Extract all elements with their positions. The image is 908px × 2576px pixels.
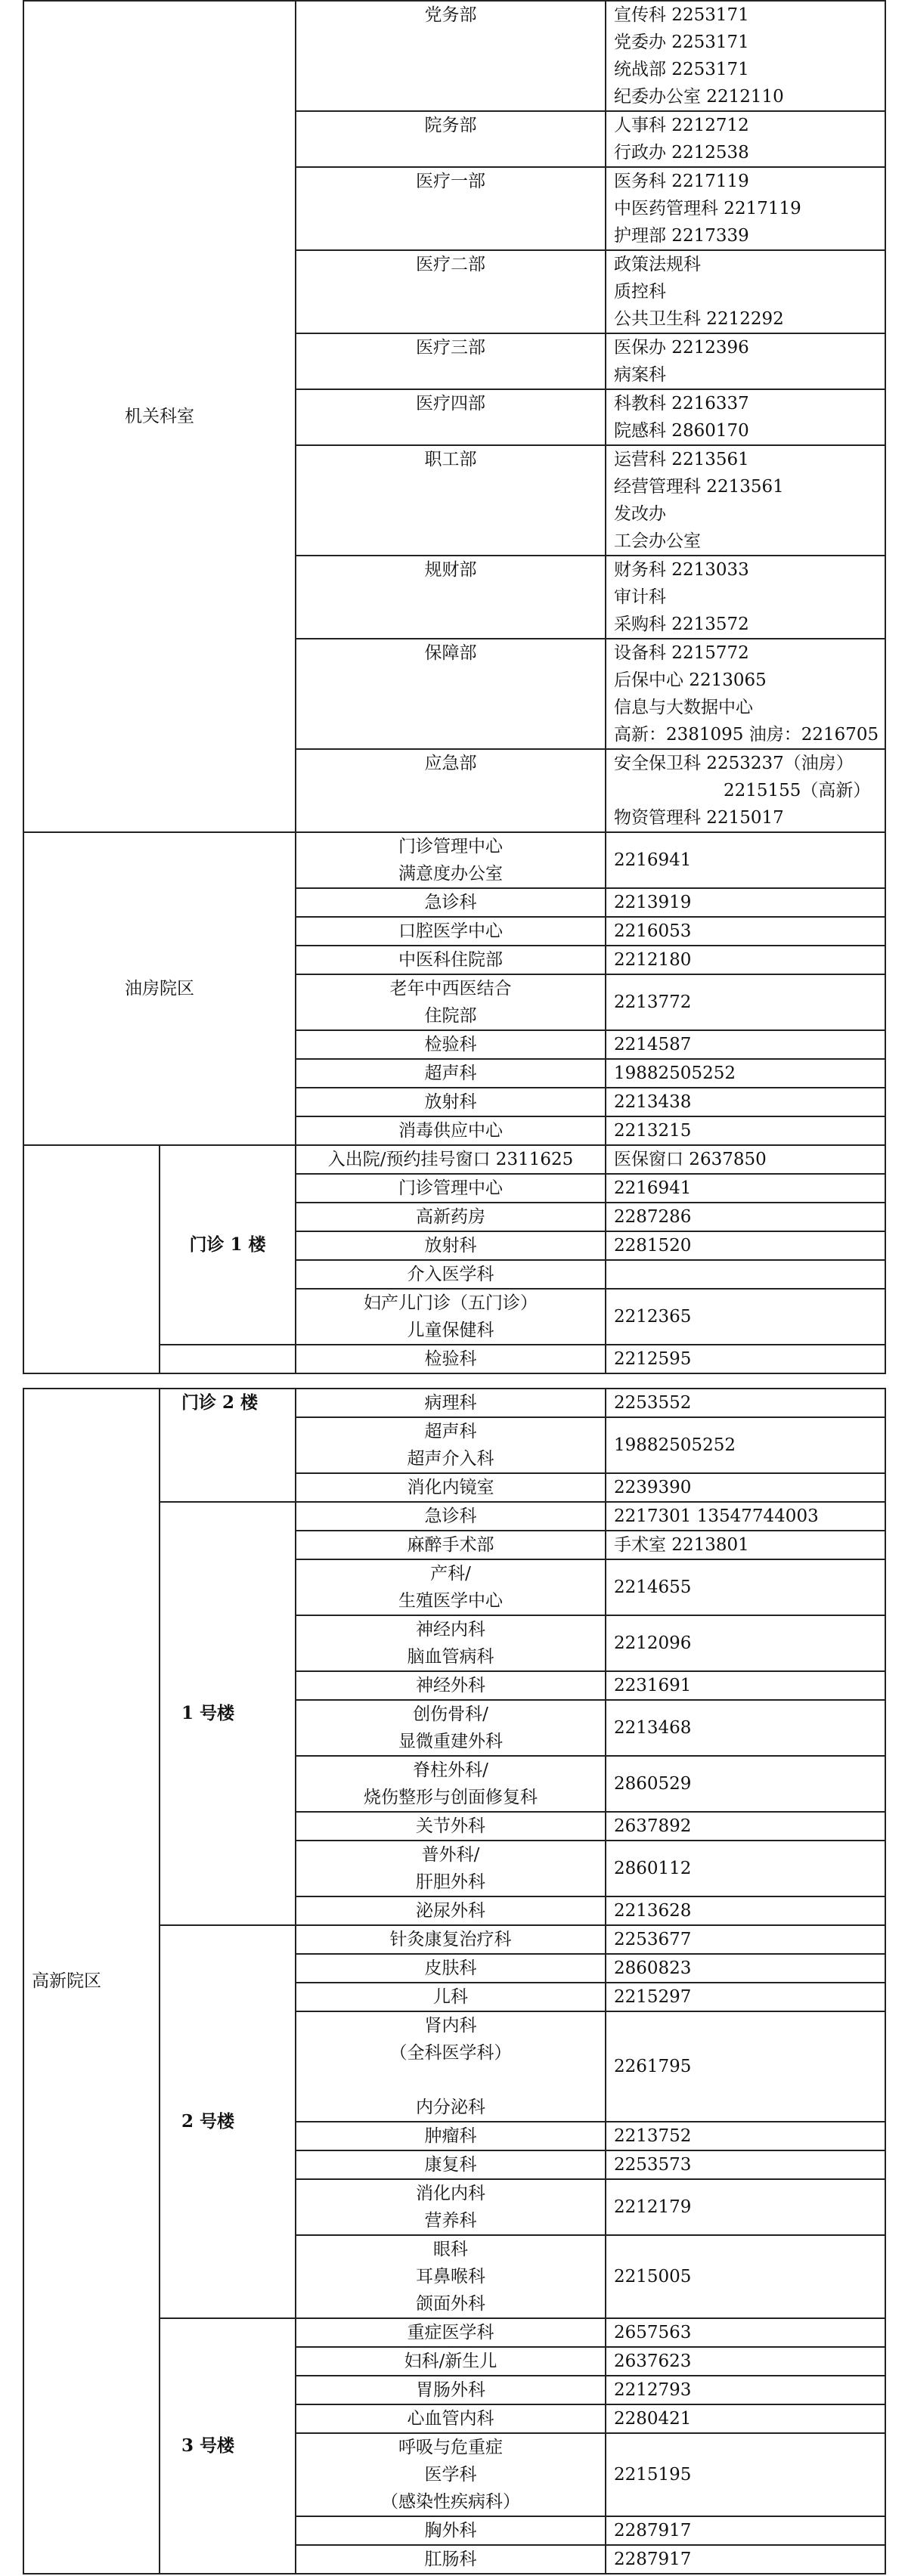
phone-number: 2212179 [606, 2179, 885, 2235]
phone-number: 2213438 [606, 1088, 885, 1116]
contact-list [606, 556, 885, 639]
phone-number: 2213752 [606, 2122, 885, 2150]
department-name [296, 1116, 606, 1145]
contact-list [606, 389, 885, 445]
phone-number: 2637892 [606, 1812, 885, 1841]
department-name [296, 917, 606, 946]
cell-line: 病案科 [614, 365, 666, 385]
department-name: 职工部 [296, 445, 606, 556]
phone-number [606, 1260, 885, 1289]
cell-line: （感染性疾病科） [381, 2492, 520, 2512]
contact-list [606, 445, 885, 556]
cell-line: 皮肤科 [424, 1958, 477, 1978]
table-row [23, 1145, 885, 1174]
cell-line: （全科医学科） [389, 2043, 512, 2063]
cell-line: 高新药房 [416, 1207, 485, 1227]
phone-number: 2637623 [606, 2347, 885, 2376]
department-name: 医疗四部 [296, 389, 606, 445]
cell-line: 产科/ [430, 1564, 471, 1584]
cell-line: 关节外科 [416, 1816, 485, 1836]
department-name [296, 832, 606, 888]
phone-number: 2215005 [606, 2235, 885, 2318]
cell-line: 财务科 2213033 [614, 560, 749, 580]
department-name [296, 1203, 606, 1231]
department-name [296, 2516, 606, 2545]
department-name [296, 1700, 606, 1756]
cell-line: 妇产儿门诊（五门诊） [364, 1293, 538, 1313]
cell-line: 门诊管理中心 [398, 1178, 503, 1198]
phone-number: 2860823 [606, 1954, 885, 1983]
cell-line: 急诊科 [424, 1506, 477, 1526]
contact-list [606, 111, 885, 167]
cell-line: 入出院/预约挂号窗口 2311625 [327, 1150, 574, 1169]
cell-line: 医保办 2212396 [614, 338, 749, 358]
department-name [296, 1030, 606, 1059]
department-name [296, 1174, 606, 1203]
department-name [296, 1502, 606, 1531]
department-name [296, 1671, 606, 1700]
cell-line: 脑血管病科 [407, 1647, 494, 1667]
cell-line: 超声科 [424, 1422, 477, 1441]
department-name: 院务部 [296, 111, 606, 167]
cell-line: 肿瘤科 [424, 2126, 477, 2146]
phone-number: 2860112 [606, 1841, 885, 1896]
cell-line: 消毒供应中心 [398, 1121, 503, 1141]
cell-line: 科教科 2216337 [614, 394, 749, 413]
building-label: 门诊 1 楼 [160, 1145, 296, 1345]
building-label: 2 号楼 [160, 1925, 296, 2318]
department-name [296, 1389, 606, 1417]
section-label: 高新院区 [23, 1389, 160, 2574]
phone-number: 2213628 [606, 1896, 885, 1925]
cell-line: 医学科 [424, 2465, 477, 2485]
department-name [296, 1289, 606, 1345]
cell-line: 物资管理科 2215017 [614, 808, 784, 828]
cell-line: 麻醉手术部 [407, 1535, 494, 1555]
cell-line: 介入医学科 [407, 1265, 494, 1284]
cell-line: 检验科 [424, 1349, 477, 1369]
department-name [296, 1756, 606, 1812]
department-name [296, 1260, 606, 1289]
department-name [296, 2318, 606, 2347]
cell-line: 后保中心 2213065 [614, 670, 767, 690]
table-row [23, 1, 885, 111]
cell-line: 妇科/新生儿 [404, 2352, 497, 2371]
directory-table-2 [23, 1388, 886, 2574]
cell-line: 儿童保健科 [407, 1321, 494, 1340]
department-name [296, 2545, 606, 2574]
cell-line: 高新：2381095 油房：2216705 [614, 725, 879, 745]
cell-line: 采购科 2213572 [614, 615, 749, 634]
department-name: 医疗二部 [296, 250, 606, 333]
cell-line: 质控科 [614, 282, 666, 302]
phone-number: 2231691 [606, 1671, 885, 1700]
cell-line: 生殖医学中心 [398, 1591, 503, 1611]
phone-number: 2261795 [606, 2011, 885, 2122]
cell-line: 老年中西医结合 [389, 979, 512, 999]
cell-line: 病理科 [424, 1393, 477, 1413]
cell-line: 信息与大数据中心 [614, 698, 753, 717]
empty-cell [160, 1345, 296, 1373]
department-name [296, 1983, 606, 2011]
cell-line: 人事科 2212712 [614, 116, 749, 135]
cell-line: 统战部 2253171 [614, 60, 749, 79]
phone-number: 2214655 [606, 1559, 885, 1615]
phone-number: 2287917 [606, 2516, 885, 2545]
phone-number: 2213215 [606, 1116, 885, 1145]
department-name: 党务部 [296, 1, 606, 111]
cell-line: 检验科 [424, 1035, 477, 1054]
phone-number: 2860529 [606, 1756, 885, 1812]
department-name [296, 1896, 606, 1925]
department-name [296, 2404, 606, 2433]
cell-line: 中医科住院部 [398, 950, 503, 970]
cell-line [304, 2067, 597, 2094]
cell-line: 政策法规科 [614, 255, 701, 274]
phone-number: 2216941 [606, 832, 885, 888]
department-name [296, 2235, 606, 2318]
department-name [296, 1531, 606, 1559]
cell-line: 泌尿外科 [416, 1901, 485, 1921]
department-name [296, 888, 606, 917]
cell-line: 2215155（高新） [724, 781, 871, 800]
department-name [296, 1088, 606, 1116]
department-name [296, 1841, 606, 1896]
contact-list [606, 250, 885, 333]
cell-line: 中医药管理科 2217119 [614, 199, 801, 218]
phone-number: 2213772 [606, 974, 885, 1030]
phone-number: 2212180 [606, 946, 885, 974]
cell-line: 公共卫生科 2212292 [614, 309, 784, 329]
department-name [296, 2122, 606, 2150]
cell-line: 护理部 2217339 [614, 226, 749, 246]
cell-line: 眼科 [433, 2240, 468, 2259]
phone-number: 2253552 [606, 1389, 885, 1417]
department-name [296, 1812, 606, 1841]
department-name [296, 974, 606, 1030]
phone-number: 2253573 [606, 2150, 885, 2179]
contact-list [606, 1, 885, 111]
cell-line: 住院部 [424, 1006, 477, 1026]
building-label: 门诊 2 楼 [160, 1389, 296, 1502]
cell-line: 安全保卫科 2253237（油房） [614, 754, 854, 773]
phone-number: 2212793 [606, 2376, 885, 2404]
cell-line: 胃肠外科 [416, 2380, 485, 2400]
cell-line: 重症医学科 [407, 2323, 494, 2342]
department-name [296, 1925, 606, 1954]
phone-number: 2281520 [606, 1231, 885, 1260]
table-row [23, 832, 885, 888]
department-name [296, 1473, 606, 1502]
cell-line: 脊柱外科/ [413, 1760, 488, 1780]
department-name [296, 2376, 606, 2404]
contact-list [606, 639, 885, 749]
cell-line: 胸外科 [424, 2521, 477, 2540]
phone-number: 2213919 [606, 888, 885, 917]
phone-number: 2215297 [606, 1983, 885, 2011]
department-name [296, 946, 606, 974]
department-name [296, 1954, 606, 1983]
department-name: 保障部 [296, 639, 606, 749]
building-label: 1 号楼 [160, 1502, 296, 1925]
department-name: 医疗一部 [296, 167, 606, 250]
table-row [23, 1389, 885, 1417]
phone-number: 2217301 13547744003 [606, 1502, 885, 1531]
phone-number: 2253677 [606, 1925, 885, 1954]
cell-line: 肛肠科 [424, 2550, 477, 2569]
building-label: 3 号楼 [160, 2318, 296, 2574]
phone-number: 19882505252 [606, 1059, 885, 1088]
cell-line: 针灸康复治疗科 [389, 1930, 512, 1949]
phone-number: 2215195 [606, 2433, 885, 2516]
cell-line: 院感科 2860170 [614, 421, 749, 441]
cell-line: 口腔医学中心 [398, 921, 503, 941]
department-name [296, 2347, 606, 2376]
cell-line: 工会办公室 [614, 531, 701, 551]
cell-line: 审计科 [614, 587, 666, 607]
cell-line: 宣传科 2253171 [614, 5, 749, 25]
cell-line: 满意度办公室 [398, 864, 503, 884]
cell-line: 消化内科 [416, 2184, 485, 2203]
cell-line: 门诊管理中心 [398, 837, 503, 856]
phone-number: 2657563 [606, 2318, 885, 2347]
cell-line: 放射科 [424, 1092, 477, 1112]
phone-number: 2239390 [606, 1473, 885, 1502]
phone-number: 2216053 [606, 917, 885, 946]
cell-line: 消化内镜室 [407, 1478, 494, 1497]
department-name [296, 1145, 606, 1174]
cell-line: 肾内科 [424, 2016, 477, 2036]
cell-line: 耳鼻喉科 [416, 2267, 485, 2287]
section-label: 机关科室 [23, 1, 296, 832]
cell-line: 发改办 [614, 504, 666, 524]
phone-number: 2212096 [606, 1615, 885, 1671]
contact-list [606, 167, 885, 250]
cell-line: 呼吸与危重症 [398, 2438, 503, 2457]
cell-line: 显微重建外科 [398, 1732, 503, 1751]
empty-cell [23, 1145, 160, 1373]
phone-number: 2287917 [606, 2545, 885, 2574]
cell-line: 肝胆外科 [416, 1872, 485, 1892]
cell-line: 超声科 [424, 1064, 477, 1083]
section-label: 油房院区 [23, 832, 296, 1145]
phone-number: 19882505252 [606, 1417, 885, 1473]
cell-line: 急诊科 [424, 893, 477, 912]
phone-number: 2280421 [606, 2404, 885, 2433]
cell-line: 神经内科 [416, 1620, 485, 1639]
cell-line: 超声介入科 [407, 1449, 494, 1469]
cell-line: 经营管理科 2213561 [614, 477, 784, 497]
cell-line: 纪委办公室 2212110 [614, 87, 784, 107]
phone-number: 2287286 [606, 1203, 885, 1231]
cell-line: 颌面外科 [416, 2294, 485, 2314]
department-name [296, 1615, 606, 1671]
phone-number: 2216941 [606, 1174, 885, 1203]
department-name: 医疗三部 [296, 333, 606, 389]
cell-line: 内分泌科 [416, 2098, 485, 2117]
cell-line: 运营科 2213561 [614, 450, 749, 469]
cell-line: 心血管内科 [407, 2409, 494, 2429]
contact-list [606, 749, 885, 832]
department-name: 规财部 [296, 556, 606, 639]
department-name [296, 2179, 606, 2235]
department-name [296, 1559, 606, 1615]
cell-line: 放射科 [424, 1236, 477, 1255]
cell-line: 行政办 2212538 [614, 143, 749, 163]
department-name [296, 2150, 606, 2179]
directory-table-1 [23, 0, 886, 1374]
cell-line: 营养科 [424, 2211, 477, 2231]
department-name [296, 2011, 606, 2122]
cell-line: 烧伤整形与创面修复科 [364, 1788, 538, 1807]
cell-line: 康复科 [424, 2155, 477, 2175]
cell-line: 党委办 2253171 [614, 33, 749, 52]
cell-line: 设备科 2215772 [614, 643, 749, 663]
cell-line: 医务科 2217119 [614, 172, 749, 191]
department-name: 应急部 [296, 749, 606, 832]
department-name [296, 1417, 606, 1473]
phone-number: 2214587 [606, 1030, 885, 1059]
phone-number: 2212365 [606, 1289, 885, 1345]
cell-line: 神经外科 [416, 1676, 485, 1695]
cell-line: 普外科/ [421, 1845, 480, 1865]
phone-number: 2212595 [606, 1345, 885, 1373]
department-name [296, 1345, 606, 1373]
phone-number: 手术室 2213801 [606, 1531, 885, 1559]
cell-line: 创伤骨科/ [413, 1704, 488, 1724]
department-name [296, 1059, 606, 1088]
phone-number: 医保窗口 2637850 [606, 1145, 885, 1174]
department-name [296, 2433, 606, 2516]
phone-number: 2213468 [606, 1700, 885, 1756]
department-name [296, 1231, 606, 1260]
contact-list [606, 333, 885, 389]
cell-line: 儿科 [433, 1987, 468, 2007]
